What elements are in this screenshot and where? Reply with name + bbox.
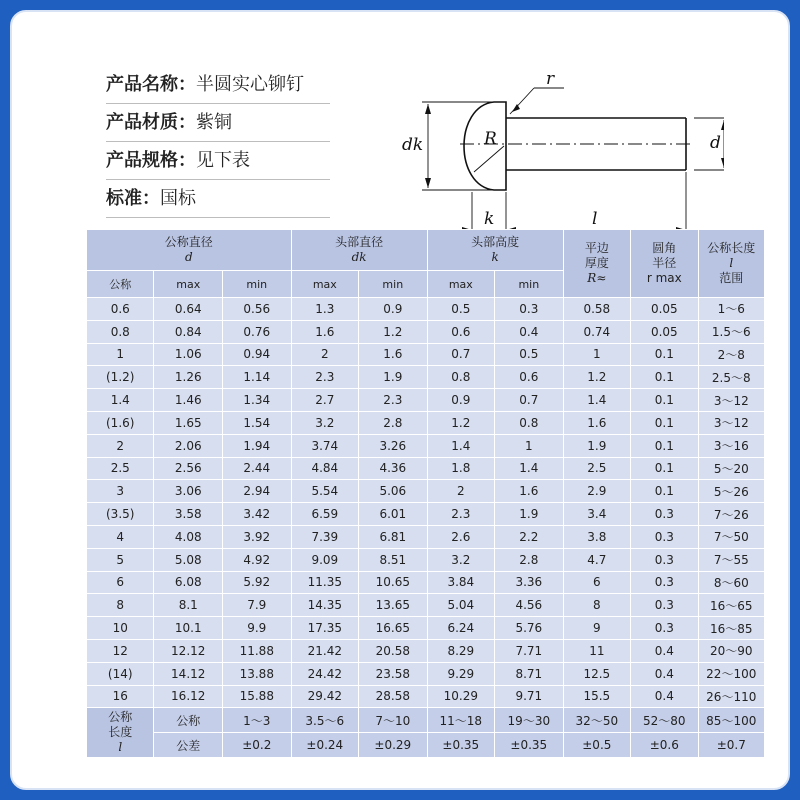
table-cell: 8 <box>87 594 154 617</box>
sub-header: min <box>495 271 564 298</box>
footer-row-tolerance <box>87 733 765 758</box>
table-row <box>87 617 765 640</box>
info-value: 国标 <box>160 188 196 209</box>
info-value: 紫铜 <box>196 112 232 133</box>
table-cell: 7.39 <box>291 525 358 548</box>
table-cell: 5.92 <box>223 571 292 594</box>
table-cell: 1.46 <box>154 389 223 412</box>
info-label: 产品名称： <box>106 74 196 95</box>
table-cell: 0.1 <box>631 480 698 503</box>
sub-header: max <box>427 271 494 298</box>
table-cell: 2.5～8 <box>698 366 764 389</box>
footer-cell: ±0.2 <box>223 733 292 758</box>
table-cell: 8～60 <box>698 571 764 594</box>
table-cell: 0.8 <box>495 411 564 434</box>
label-l: l <box>592 209 598 229</box>
table-cell: 5.54 <box>291 480 358 503</box>
table-cell: 0.3 <box>631 525 698 548</box>
table-cell: 2.3 <box>291 366 358 389</box>
table-cell: 2.94 <box>223 480 292 503</box>
label-R: R <box>484 129 497 149</box>
table-cell: 1.6 <box>291 320 358 343</box>
table-cell: 4.36 <box>359 457 428 480</box>
table-cell: 8.1 <box>154 594 223 617</box>
header-head-height: 头部高度 k <box>427 230 563 271</box>
table-cell: 0.4 <box>495 320 564 343</box>
table-cell: 3.42 <box>223 503 292 526</box>
table-cell: 10.29 <box>427 685 494 708</box>
table-cell: 3～16 <box>698 434 764 457</box>
table-row <box>87 662 765 685</box>
footer-cell: 19～30 <box>495 708 564 733</box>
table-cell: 0.1 <box>631 389 698 412</box>
table-cell: 4.92 <box>223 548 292 571</box>
table-cell: 1.9 <box>563 434 630 457</box>
info-row-standard <box>106 180 330 218</box>
table-cell: 3.92 <box>223 525 292 548</box>
table-cell: 29.42 <box>291 685 358 708</box>
table-cell: 3～12 <box>698 389 764 412</box>
table-cell: 7～50 <box>698 525 764 548</box>
table-cell: 1.54 <box>223 411 292 434</box>
header-flat-thickness: 平边 厚度 R≈ <box>563 230 630 298</box>
table-cell: 7.71 <box>495 639 564 662</box>
header-nominal-diameter: 公称直径 d <box>87 230 292 271</box>
table-cell: (1.6) <box>87 411 154 434</box>
table-cell: 9.9 <box>223 617 292 640</box>
spec-table <box>86 229 765 758</box>
info-row-material <box>106 104 330 142</box>
table-row <box>87 594 765 617</box>
table-cell: 0.6 <box>427 320 494 343</box>
footer-cell: 公差 <box>154 733 223 758</box>
table-cell: 0.8 <box>427 366 494 389</box>
info-row-spec <box>106 142 330 180</box>
table-cell: 1.5～6 <box>698 320 764 343</box>
table-cell: 20～90 <box>698 639 764 662</box>
table-row <box>87 548 765 571</box>
footer-cell: ±0.5 <box>563 733 630 758</box>
table-cell: 1.14 <box>223 366 292 389</box>
table-cell: 0.3 <box>631 617 698 640</box>
table-cell: 15.5 <box>563 685 630 708</box>
table-cell: 23.58 <box>359 662 428 685</box>
table-cell: 0.5 <box>495 343 564 366</box>
table-cell: 12.12 <box>154 639 223 662</box>
table-cell: 0.4 <box>631 662 698 685</box>
info-value: 见下表 <box>196 150 250 171</box>
table-cell: 3.8 <box>563 525 630 548</box>
table-row <box>87 639 765 662</box>
table-cell: 7～55 <box>698 548 764 571</box>
table-cell: 1 <box>87 343 154 366</box>
table-cell: 11.35 <box>291 571 358 594</box>
table-cell: 0.3 <box>631 594 698 617</box>
table-cell: 1.4 <box>563 389 630 412</box>
table-cell: 0.1 <box>631 434 698 457</box>
table-cell: 0.5 <box>427 298 494 321</box>
table-cell: 2 <box>291 343 358 366</box>
footer-length-label: 公称 长度 l <box>87 708 154 758</box>
table-cell: 3～12 <box>698 411 764 434</box>
table-cell: 2.9 <box>563 480 630 503</box>
table-row <box>87 343 765 366</box>
table-cell: 11 <box>563 639 630 662</box>
table-cell: 5.08 <box>154 548 223 571</box>
header-length-range: 公称长度 l 范围 <box>698 230 764 298</box>
table-cell: 1 <box>495 434 564 457</box>
table-cell: 20.58 <box>359 639 428 662</box>
table-cell: 7.9 <box>223 594 292 617</box>
sub-header: max <box>291 271 358 298</box>
table-cell: 2.3 <box>427 503 494 526</box>
table-cell: 1.26 <box>154 366 223 389</box>
table-row <box>87 389 765 412</box>
table-cell: 9.71 <box>495 685 564 708</box>
table-cell: 1.65 <box>154 411 223 434</box>
table-row <box>87 434 765 457</box>
table-cell: 4 <box>87 525 154 548</box>
table-cell: 0.74 <box>563 320 630 343</box>
table-cell: 16～65 <box>698 594 764 617</box>
table-cell: 3.84 <box>427 571 494 594</box>
table-cell: 28.58 <box>359 685 428 708</box>
label-d: d <box>710 133 721 153</box>
table-cell: 6.81 <box>359 525 428 548</box>
table-cell: 11.88 <box>223 639 292 662</box>
table-cell: 0.05 <box>631 298 698 321</box>
table-cell: 0.3 <box>631 548 698 571</box>
table-cell: 1.4 <box>427 434 494 457</box>
footer-cell: ±0.29 <box>359 733 428 758</box>
header-head-diameter: 头部直径 dk <box>291 230 427 271</box>
product-info <box>106 66 330 218</box>
table-cell: 8 <box>563 594 630 617</box>
table-cell: 1.6 <box>495 480 564 503</box>
table-cell: 1.2 <box>359 320 428 343</box>
label-k: k <box>484 209 495 229</box>
table-cell: 2 <box>87 434 154 457</box>
table-cell: 2 <box>427 480 494 503</box>
table-cell: 6.01 <box>359 503 428 526</box>
footer-cell: ±0.35 <box>427 733 494 758</box>
table-cell: 3.06 <box>154 480 223 503</box>
footer-cell: ±0.35 <box>495 733 564 758</box>
table-cell: 0.3 <box>631 503 698 526</box>
table-cell: 1.2 <box>563 366 630 389</box>
table-cell: 14.12 <box>154 662 223 685</box>
table-cell: 15.88 <box>223 685 292 708</box>
table-cell: 4.84 <box>291 457 358 480</box>
table-cell: 2.8 <box>495 548 564 571</box>
table-cell: 0.3 <box>631 571 698 594</box>
info-value: 半圆实心铆钉 <box>196 74 304 95</box>
footer-cell: 85～100 <box>698 708 764 733</box>
sub-header: max <box>154 271 223 298</box>
table-cell: 0.4 <box>631 639 698 662</box>
footer-cell: ±0.6 <box>631 733 698 758</box>
table-cell: 0.9 <box>359 298 428 321</box>
table-cell: 9 <box>563 617 630 640</box>
table-cell: 5～20 <box>698 457 764 480</box>
table-cell: 6 <box>87 571 154 594</box>
footer-cell: 3.5～6 <box>291 708 358 733</box>
table-cell: 2.5 <box>563 457 630 480</box>
table-cell: 6 <box>563 571 630 594</box>
info-row-name <box>106 66 330 104</box>
table-cell: 7～26 <box>698 503 764 526</box>
table-cell: 1.4 <box>87 389 154 412</box>
table-cell: 0.7 <box>427 343 494 366</box>
table-cell: 4.08 <box>154 525 223 548</box>
table-cell: 5～26 <box>698 480 764 503</box>
table-cell: 16.12 <box>154 685 223 708</box>
table-cell: 0.9 <box>427 389 494 412</box>
table-cell: 1.34 <box>223 389 292 412</box>
table-cell: 0.94 <box>223 343 292 366</box>
table-cell: 3.58 <box>154 503 223 526</box>
table-cell: 0.05 <box>631 320 698 343</box>
table-cell: 3.74 <box>291 434 358 457</box>
table-cell: 3.4 <box>563 503 630 526</box>
table-cell: 0.6 <box>87 298 154 321</box>
table-cell: 1.8 <box>427 457 494 480</box>
label-dk: dk <box>402 135 424 155</box>
table-cell: 5.04 <box>427 594 494 617</box>
table-cell: 1.9 <box>495 503 564 526</box>
table-cell: 1.3 <box>291 298 358 321</box>
table-cell: 2.2 <box>495 525 564 548</box>
table-cell: 1.94 <box>223 434 292 457</box>
table-cell: 1.06 <box>154 343 223 366</box>
table-cell: 4.56 <box>495 594 564 617</box>
table-cell: 3.36 <box>495 571 564 594</box>
table-cell: 2.06 <box>154 434 223 457</box>
table-cell: (1.2) <box>87 366 154 389</box>
footer-cell: 52～80 <box>631 708 698 733</box>
table-cell: 6.24 <box>427 617 494 640</box>
table-cell: 9.09 <box>291 548 358 571</box>
table-cell: 8.71 <box>495 662 564 685</box>
table-cell: 4.7 <box>563 548 630 571</box>
table-cell: 0.3 <box>495 298 564 321</box>
table-cell: 0.84 <box>154 320 223 343</box>
table-cell: 5.06 <box>359 480 428 503</box>
table-cell: 13.88 <box>223 662 292 685</box>
header-corner-radius: 圆角 半径 r max <box>631 230 698 298</box>
info-label: 产品规格： <box>106 150 196 171</box>
table-cell: 0.56 <box>223 298 292 321</box>
table-cell: 5.76 <box>495 617 564 640</box>
table-cell: (3.5) <box>87 503 154 526</box>
table-cell: 0.8 <box>87 320 154 343</box>
table-cell: 2.3 <box>359 389 428 412</box>
table-cell: 1.2 <box>427 411 494 434</box>
sub-header: min <box>359 271 428 298</box>
table-row <box>87 411 765 434</box>
table-cell: 0.7 <box>495 389 564 412</box>
table-cell: 0.1 <box>631 457 698 480</box>
table-cell: 0.76 <box>223 320 292 343</box>
table-cell: 2.8 <box>359 411 428 434</box>
table-cell: 1.6 <box>359 343 428 366</box>
table-cell: 16 <box>87 685 154 708</box>
table-cell: 6.08 <box>154 571 223 594</box>
table-cell: 21.42 <box>291 639 358 662</box>
table-row <box>87 298 765 321</box>
table-cell: (14) <box>87 662 154 685</box>
info-label: 标准： <box>106 188 160 209</box>
table-body <box>87 298 765 708</box>
table-row <box>87 457 765 480</box>
table-cell: 13.65 <box>359 594 428 617</box>
table-cell: 2.44 <box>223 457 292 480</box>
footer-cell: 11～18 <box>427 708 494 733</box>
table-cell: 8.51 <box>359 548 428 571</box>
table-cell: 0.4 <box>631 685 698 708</box>
footer-cell: 1～3 <box>223 708 292 733</box>
table-row <box>87 366 765 389</box>
footer-cell: 32～50 <box>563 708 630 733</box>
footer-cell: ±0.24 <box>291 733 358 758</box>
table-cell: 0.1 <box>631 343 698 366</box>
table-cell: 10.1 <box>154 617 223 640</box>
table-cell: 1 <box>563 343 630 366</box>
table-cell: 3 <box>87 480 154 503</box>
table-cell: 0.64 <box>154 298 223 321</box>
table-cell: 5 <box>87 548 154 571</box>
footer-cell: ±0.7 <box>698 733 764 758</box>
table-cell: 24.42 <box>291 662 358 685</box>
footer-cell: 7～10 <box>359 708 428 733</box>
table-cell: 8.29 <box>427 639 494 662</box>
table-cell: 3.2 <box>291 411 358 434</box>
table-cell: 6.59 <box>291 503 358 526</box>
table-cell: 2.56 <box>154 457 223 480</box>
table-row <box>87 503 765 526</box>
table-row <box>87 685 765 708</box>
table-row <box>87 525 765 548</box>
table-row <box>87 480 765 503</box>
table-cell: 26～110 <box>698 685 764 708</box>
sub-header: 公称 <box>87 271 154 298</box>
table-cell: 2.7 <box>291 389 358 412</box>
table-cell: 0.1 <box>631 366 698 389</box>
table-cell: 1.6 <box>563 411 630 434</box>
table-cell: 12.5 <box>563 662 630 685</box>
table-cell: 0.6 <box>495 366 564 389</box>
label-r: r <box>546 69 555 89</box>
table-cell: 17.35 <box>291 617 358 640</box>
table-row <box>87 320 765 343</box>
rivet-diagram <box>394 62 724 240</box>
table-cell: 12 <box>87 639 154 662</box>
table-cell: 1～6 <box>698 298 764 321</box>
table-cell: 2.6 <box>427 525 494 548</box>
table-cell: 3.26 <box>359 434 428 457</box>
sub-header: min <box>223 271 292 298</box>
table-cell: 0.1 <box>631 411 698 434</box>
table-cell: 22～100 <box>698 662 764 685</box>
table-cell: 14.35 <box>291 594 358 617</box>
footer-cell: 公称 <box>154 708 223 733</box>
table-cell: 0.58 <box>563 298 630 321</box>
table-cell: 3.2 <box>427 548 494 571</box>
table-cell: 10.65 <box>359 571 428 594</box>
table-cell: 10 <box>87 617 154 640</box>
table-cell: 1.9 <box>359 366 428 389</box>
footer-row-nominal <box>87 708 765 733</box>
table-row <box>87 571 765 594</box>
table-cell: 2.5 <box>87 457 154 480</box>
table-cell: 2～8 <box>698 343 764 366</box>
table-cell: 1.4 <box>495 457 564 480</box>
info-label: 产品材质： <box>106 112 196 133</box>
table-cell: 9.29 <box>427 662 494 685</box>
header-row-groups <box>87 230 765 271</box>
table-cell: 16～85 <box>698 617 764 640</box>
table-cell: 16.65 <box>359 617 428 640</box>
